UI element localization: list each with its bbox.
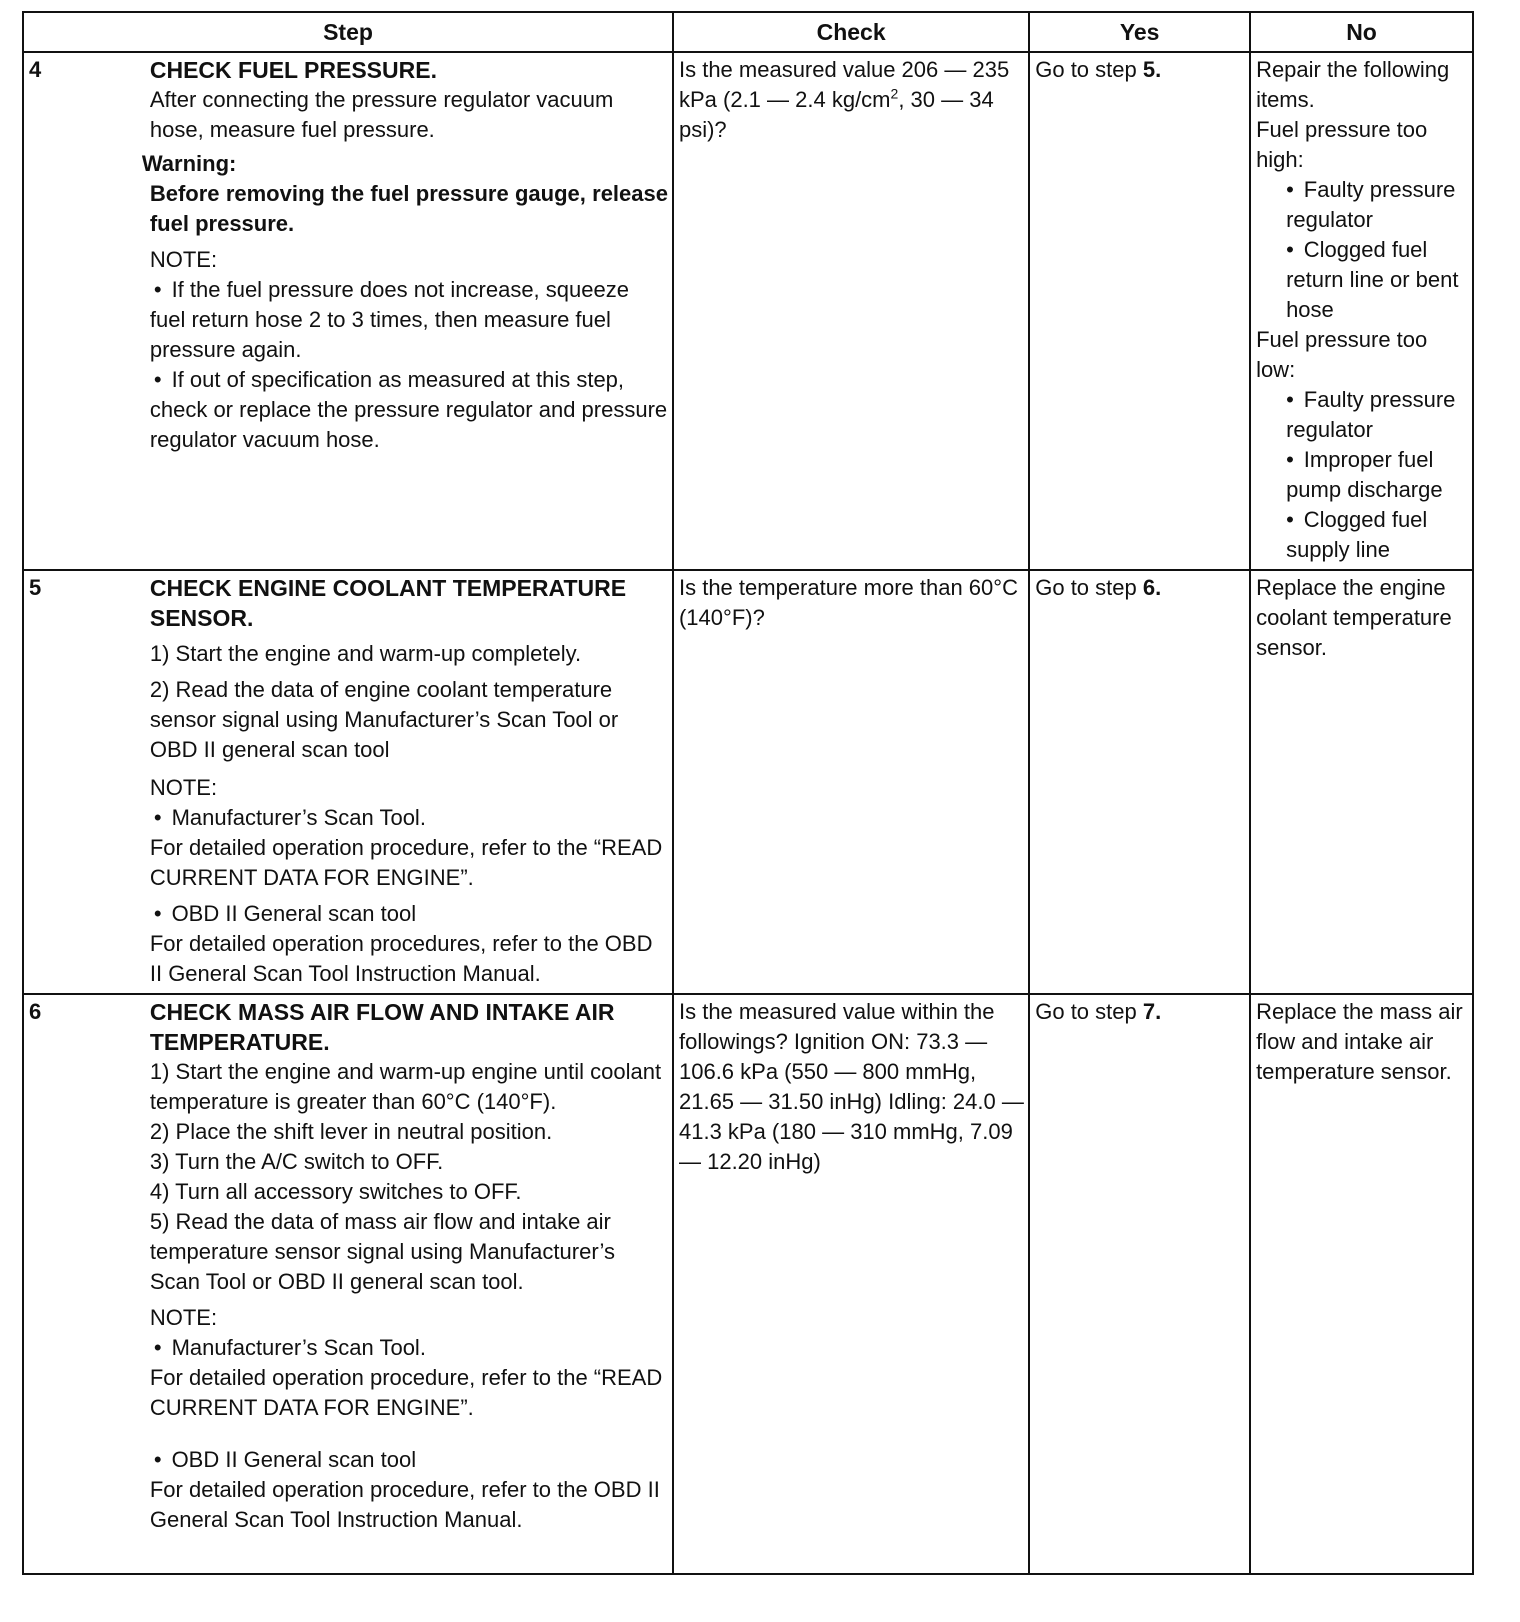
check-cell	[673, 52, 1029, 570]
note-item: • If out of specification as measured at this step, check or replace the pressure regulator and pressure regulator vacuum hose.	[150, 365, 668, 455]
step-number: 4	[23, 52, 145, 570]
header-step: Step	[23, 12, 673, 52]
yes-cell	[1029, 570, 1250, 994]
no-cell: Replace the mass air flow and intake air temperature sensor.	[1250, 994, 1473, 1574]
step-description	[145, 570, 673, 994]
yes-cell	[1029, 994, 1250, 1574]
table-row-step-5	[23, 570, 1473, 994]
step-instruction: 4) Turn all accessory switches to OFF.	[149, 1179, 522, 1204]
note-label: NOTE:	[149, 247, 218, 272]
step-instruction: 5) Read the data of mass air flow and intake air temperature sensor signal using Manufacturer’s Scan Tool or OBD II general scan tool.	[149, 1209, 615, 1294]
check-text-end: , 30 — 34 psi)?	[678, 87, 994, 142]
no-cell	[1250, 52, 1473, 570]
yes-text: Go to step	[1035, 999, 1143, 1024]
note-item: • Manufacturer’s Scan Tool.	[150, 803, 668, 833]
step-instruction: 1) Start the engine and warm-up engine until coolant temperature is greater than 60°C (140°F).	[149, 1059, 662, 1114]
yes-text: Go to step	[1035, 575, 1143, 600]
no-bullet: • Faulty pressure regulator	[1256, 175, 1468, 235]
note-label: NOTE:	[149, 775, 218, 800]
no-bullet: • Clogged fuel return line or bent hose	[1256, 235, 1468, 325]
no-bullet: • Clogged fuel supply line	[1256, 505, 1468, 565]
note-item: • OBD II General scan tool	[150, 899, 668, 929]
step-number: 5	[23, 570, 145, 994]
step-instruction: 1) Start the engine and warm-up completely.	[149, 641, 582, 666]
step-intro: After connecting the pressure regulator vacuum hose, measure fuel pressure.	[149, 87, 614, 142]
step-title: CHECK FUEL PRESSURE.	[149, 57, 437, 83]
diagnostic-table	[22, 11, 1474, 1575]
step-instruction: 2) Place the shift lever in neutral position.	[149, 1119, 553, 1144]
check-superscript: 2	[890, 85, 899, 102]
no-bullet: • Faulty pressure regulator	[1256, 385, 1468, 445]
note-item: • If the fuel pressure does not increase, squeeze fuel return hose 2 to 3 times, then measure fuel pressure again.	[150, 275, 668, 365]
no-bullet: • Improper fuel pump discharge	[1256, 445, 1468, 505]
note-text: For detailed operation procedure, refer to the OBD II General Scan Tool Instruction Manual.	[149, 1477, 660, 1532]
table-row-step-4	[23, 52, 1473, 570]
table-row-step-6	[23, 994, 1473, 1574]
no-line: Fuel pressure too high:	[1256, 117, 1428, 172]
header-no: No	[1250, 12, 1473, 52]
step-instruction: 2) Read the data of engine coolant temperature sensor signal using Manufacturer’s Scan Tool or OBD II general scan tool	[149, 677, 619, 762]
check-text: Is the measured value 206 — 235 kPa (2.1 — 2.4 kg/cm	[678, 57, 1010, 112]
step-title: CHECK ENGINE COOLANT TEMPERATURE SENSOR.	[149, 575, 627, 631]
yes-step: 6.	[1142, 575, 1162, 600]
note-item: • OBD II General scan tool	[150, 1445, 668, 1475]
step-number: 6	[23, 994, 145, 1574]
warning-text: Before removing the fuel pressure gauge, release fuel pressure.	[149, 181, 668, 236]
header-row	[23, 12, 1473, 52]
no-cell: Replace the engine coolant temperature sensor.	[1250, 570, 1473, 994]
yes-step: 7.	[1142, 999, 1162, 1024]
note-label: NOTE:	[149, 1305, 218, 1330]
step-instruction: 3) Turn the A/C switch to OFF.	[149, 1149, 444, 1174]
check-cell: Is the measured value within the followings? Ignition ON: 73.3 — 106.6 kPa (550 — 800 mmHg, 21.65 — 31.50 inHg) Idling: 24.0 — 41.3 kPa (180 — 310 mmHg, 7.09 — 12.20 inHg)	[673, 994, 1029, 1574]
step-description	[145, 994, 673, 1574]
step-description	[141, 52, 673, 570]
no-line: Repair the following items.	[1256, 57, 1450, 112]
note-item: • Manufacturer’s Scan Tool.	[150, 1333, 668, 1363]
yes-text: Go to step	[1035, 57, 1143, 82]
header-yes: Yes	[1029, 12, 1250, 52]
yes-cell	[1029, 52, 1250, 570]
header-check: Check	[673, 12, 1029, 52]
note-text: For detailed operation procedure, refer to the “READ CURRENT DATA FOR ENGINE”.	[149, 1365, 663, 1420]
no-line: Fuel pressure too low:	[1256, 327, 1428, 382]
warning-label: Warning:	[141, 151, 237, 176]
note-text: For detailed operation procedures, refer to the OBD II General Scan Tool Instruction Manual.	[149, 931, 653, 986]
step-title: CHECK MASS AIR FLOW AND INTAKE AIR TEMPERATURE.	[149, 999, 615, 1055]
yes-step: 5.	[1142, 57, 1162, 82]
note-text: For detailed operation procedure, refer to the “READ CURRENT DATA FOR ENGINE”.	[149, 835, 663, 890]
check-cell: Is the temperature more than 60°C (140°F)?	[673, 570, 1029, 994]
